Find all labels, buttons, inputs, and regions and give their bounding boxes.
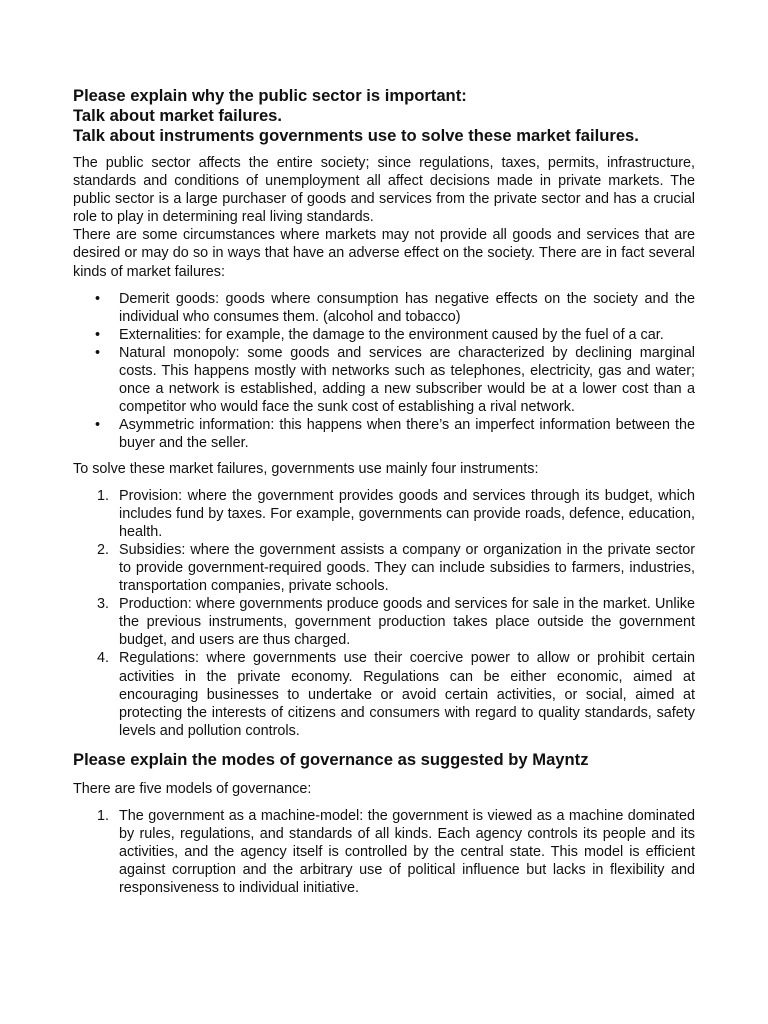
list-item [73,326,695,344]
list-item [73,487,695,541]
list-item-text: Natural monopoly: some goods and services are characterized by declining marginal costs. This happens mostly with networks such as telephones, electricity, gas and water; once a network is established, adding a new subscriber would be at a lower cost than a competitor who would face the sunk cost of establishing a rival network. [119,344,695,416]
heading-line-2: Talk about market failures. [73,106,283,125]
intro-paragraph-1: The public sector affects the entire society; since regulations, taxes, permits, infrastructure, standards and conditions of unemployment all affect decisions made in private markets. The public sector is a large purchaser of goods and services from the private sector and has a crucial role to play in determining real living standards. [73,155,695,226]
question-2-heading: Please explain the modes of governance as suggested by Mayntz [73,749,589,769]
list-item-text: Production: where governments produce goods and services for sale in the market. Unlike the previous instruments, government production takes place outside the government budget, and users are thus charged. [119,596,695,649]
list-item-text: Asymmetric information: this happens when there’s an imperfect information between the buyer and the seller. [119,417,695,452]
governance-intro: There are five models of governance: [73,780,312,797]
list-item-text: Demerit goods: goods where consumption has negative effects on the society and the individual who consumes them. (alcohol and tobacco) [119,290,695,325]
instruments-list [73,487,695,740]
list-item-text: Regulations: where governments use their coercive power to allow or prohibit certain activities in the private economy. Regulations can be either economic, aimed at encouraging businesses to undertake or avoid certain activities, or social, aimed at protecting the interests of citizens and consumers with regard to quality standards, safety levels and pollution controls. [119,650,695,739]
list-item [73,649,695,739]
bullet-marker: • [95,326,101,343]
list-item [73,541,695,595]
bullet-marker: • [95,344,101,361]
bullet-marker: • [95,290,101,307]
list-item [73,807,695,897]
number-marker: 1. [97,487,110,504]
list-item [73,344,695,416]
list-item [73,416,695,452]
list-item-text: The government as a machine-model: the government is viewed as a machine dominated by rules, regulations, and standards of all kinds. Each agency controls its people and its activities, and the agency itself is controlled by the central state. This model is efficient against corruption and the arbitrary use of political influence but lacks in flexibility and responsiveness to individual initiative. [119,808,695,897]
heading-line-3: Talk about instruments governments use to solve these market failures. [73,126,639,145]
question-1-heading [73,86,695,146]
intro-paragraph-2: There are some circumstances where markets may not provide all goods and services that are desired or may do so in ways that have an adverse effect on the society. There are in fact several kinds of market failures: [73,227,695,280]
number-marker: 4. [97,650,110,667]
market-failures-list [73,290,695,453]
list-item-text: Subsidies: where the government assists a company or organization in the private sector to provide government-required goods. They can include subsidies to farmers, industries, transportation companies, private schools. [119,541,695,595]
governance-models-list [73,807,695,897]
list-item-text: Externalities: for example, the damage to the environment caused by the fuel of a car. [119,326,664,343]
list-item-text: Provision: where the government provides goods and services through its budget, which includes fund by taxes. For example, governments can provide roads, defence, education, health. [119,487,695,540]
instruments-intro: To solve these market failures, governments use mainly four instruments: [73,460,539,477]
number-marker: 2. [97,541,110,558]
bullet-marker: • [95,417,101,434]
number-marker: 1. [97,808,110,824]
list-item [73,290,695,326]
number-marker: 3. [97,596,110,613]
list-item [73,595,695,649]
document-page [73,86,695,897]
heading-line-1: Please explain why the public sector is important: [73,86,467,105]
